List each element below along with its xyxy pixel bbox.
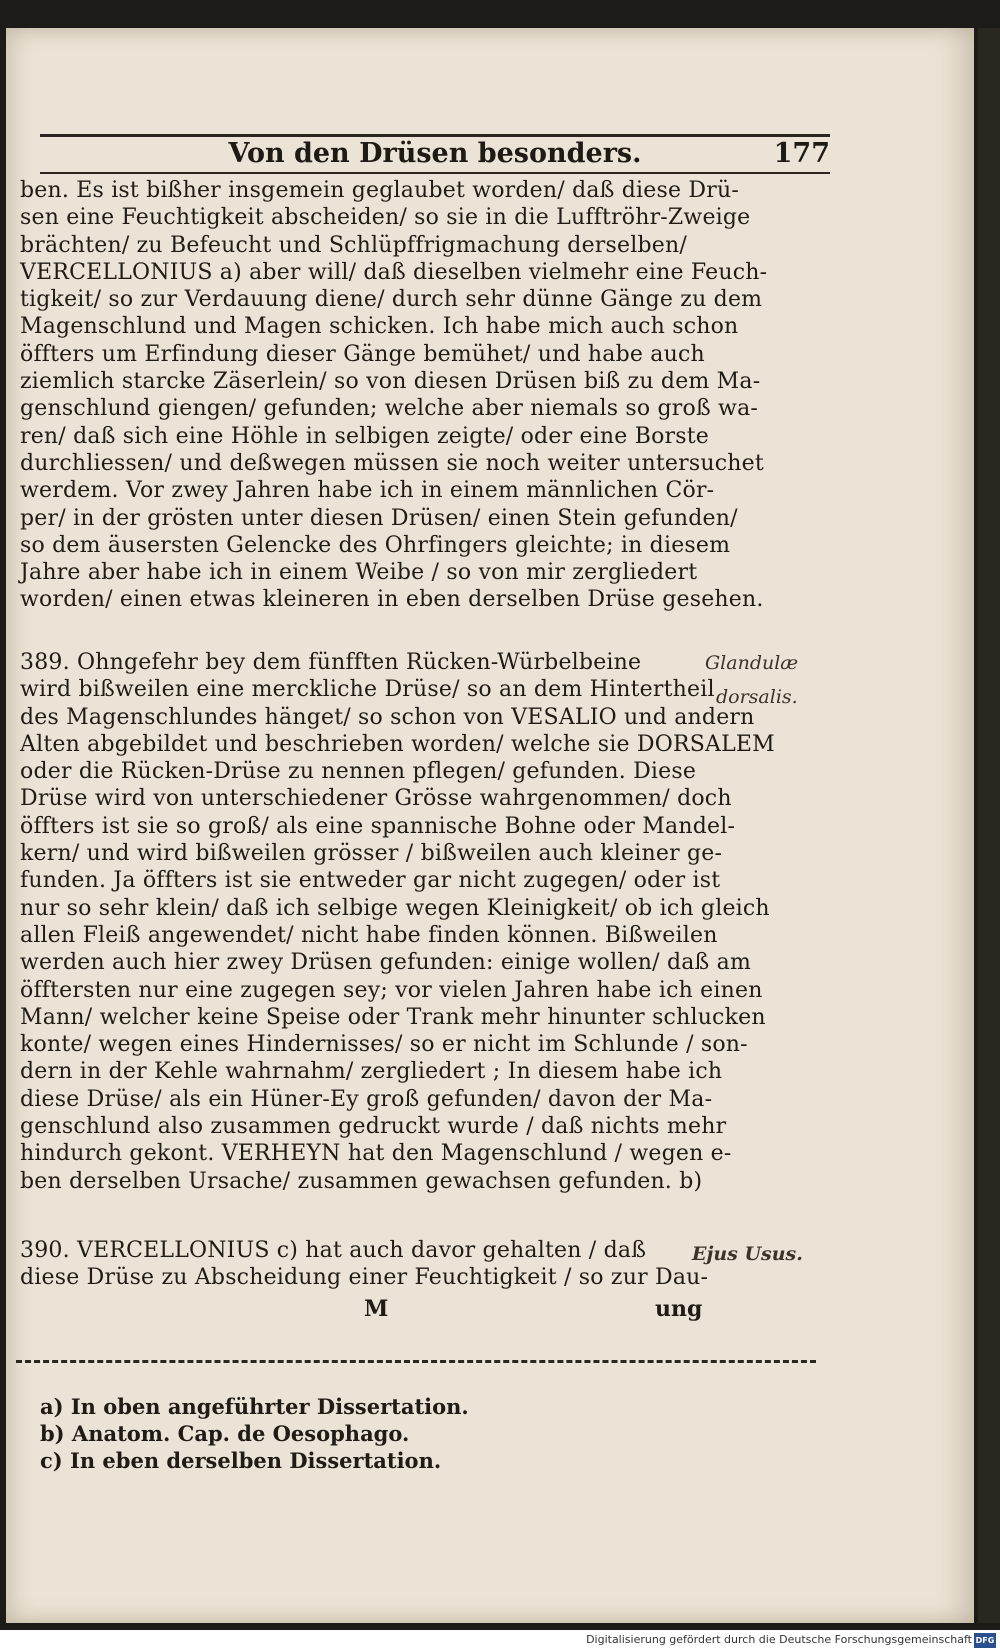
text-line: öffters um Erfindung dieser Gänge bemühet/ und habe auch [20, 341, 705, 367]
text-line: diese Drüse zu Abscheidung einer Feuchtigkeit / so zur Dau- [20, 1265, 709, 1291]
footnote-rule [16, 1360, 816, 1363]
text-line: werdem. Vor zwey Jahren habe ich in einem männlichen Cör- [20, 478, 715, 504]
head-rule-bottom [40, 172, 830, 174]
text-line: Magenschlund und Magen schicken. Ich habe mich auch schon [20, 314, 739, 340]
text-line: kern/ und wird bißweilen grösser / bißweilen auch kleiner ge- [20, 841, 723, 867]
text-line: 389. Ohngefehr bey dem fünfften Rücken-Würbelbeine [20, 650, 642, 675]
text-line: tigkeit/ so zur Verdauung diene/ durch sehr dünne Gänge zu dem [20, 287, 763, 313]
text-line: diese Drüse/ als ein Hüner-Ey groß gefunden/ davon der Ma- [20, 1086, 713, 1112]
footnote-line: a) In oben angeführter Dissertation. [40, 1394, 469, 1419]
dfg-logo-icon: DFG [974, 1633, 996, 1648]
text-line: ben derselben Ursache/ zusammen gewachsen gefunden. b) [20, 1168, 703, 1194]
text-line: nur so sehr klein/ daß ich selbige wegen Kleinigkeit/ ob ich gleich [20, 895, 770, 921]
text-line: genschlund giengen/ gefunden; welche aber niemals so groß wa- [20, 396, 759, 422]
text-line: wird bißweilen eine merckliche Drüse/ so an dem Hintertheil [20, 677, 715, 703]
footnote-line: c) In eben derselben Dissertation. [40, 1448, 442, 1473]
text-line: durchliessen/ und deßwegen müssen sie noch weiter untersuchet [20, 450, 764, 476]
text-line: per/ in der grösten unter diesen Drüsen/ einen Stein gefunden/ [20, 505, 738, 531]
text-line: Drüse wird von unterschiedener Grösse wahrgenommen/ doch [20, 786, 732, 812]
text-line: worden/ einen etwas kleineren in eben derselben Drüse gesehen. [20, 587, 764, 613]
paragraph-390 [20, 1237, 709, 1292]
footnote-line: b) Anatom. Cap. de Oesophago. [40, 1421, 410, 1446]
signature-mark: M [364, 1296, 389, 1322]
head-rule-top [40, 134, 830, 137]
text-line: Alten abgebildet und beschrieben worden/ welche sie DORSALEM [20, 731, 775, 757]
text-line: ren/ daß sich eine Höhle in selbigen zeigte/ oder eine Borste [20, 423, 709, 449]
running-head [40, 134, 830, 174]
dfg-credit-text: Digitalisierung gefördert durch die Deutsche Forschungsgemeinschaft [586, 1633, 972, 1646]
text-line: brächten/ zu Befeucht und Schlüpffrigmachung derselben/ [20, 232, 687, 258]
text-line: Mann/ welcher keine Speise oder Trank mehr hinunter schlucken [20, 1004, 766, 1030]
footnotes [40, 1393, 469, 1474]
text-line: Jahre aber habe ich in einem Weibe / so von mir zergliedert [20, 560, 698, 586]
page-edge [978, 28, 1000, 1623]
paragraph-388-continued [20, 177, 768, 614]
dfg-credit-bar [0, 1630, 1000, 1652]
text-line: öfftersten nur eine zugegen sey; vor vielen Jahren habe ich einen [20, 977, 763, 1003]
page-number: 177 [773, 138, 830, 169]
margin-note-glandulae: Glandulæ [705, 652, 799, 674]
running-head-title: Von den Drüsen besonders. [228, 138, 642, 169]
text-line: 390. VERCELLONIUS c) hat auch davor gehalten / daß [20, 1238, 647, 1263]
text-line: VERCELLONIUS a) aber will/ daß dieselben vielmehr eine Feuch- [20, 259, 768, 285]
margin-note-usus: Ejus Usus. [692, 1243, 803, 1265]
text-line: ziemlich starcke Zäserlein/ so von diesen Drüsen biß zu dem Ma- [20, 369, 761, 395]
text-line: des Magenschlundes hänget/ so schon von VESALIO und andern [20, 704, 755, 730]
text-line: allen Fleiß angewendet/ nicht habe finden können. Bißweilen [20, 922, 718, 948]
text-line: oder die Rücken-Drüse zu nennen pflegen/ gefunden. Diese [20, 759, 697, 785]
text-line: hindurch gekont. VERHEYN hat den Magenschlund / wegen e- [20, 1141, 732, 1167]
text-line: funden. Ja öffters ist sie entweder gar nicht zugegen/ oder ist [20, 868, 721, 894]
text-line: ben. Es ist bißher insgemein geglaubet worden/ daß diese Drü- [20, 178, 739, 203]
catchword: ung [655, 1296, 703, 1322]
text-line: dern in der Kehle wahrnahm/ zergliedert ; In diesem habe ich [20, 1059, 723, 1085]
text-line: sen eine Feuchtigkeit abscheiden/ so sie in die Lufftröhr-Zweige [20, 205, 751, 231]
text-line: so dem äusersten Gelencke des Ohrfingers gleichte; in diesem [20, 532, 731, 558]
text-line: konte/ wegen eines Hindernisses/ so er nicht im Schlunde / son- [20, 1032, 748, 1058]
text-line: öffters ist sie so groß/ als eine spannische Bohne oder Mandel- [20, 813, 736, 839]
text-line: werden auch hier zwey Drüsen gefunden: einige wollen/ daß am [20, 950, 752, 976]
margin-note-dorsalis: dorsalis. [716, 686, 798, 708]
text-line: genschlund also zusammen gedruckt wurde / daß nichts mehr [20, 1114, 727, 1140]
